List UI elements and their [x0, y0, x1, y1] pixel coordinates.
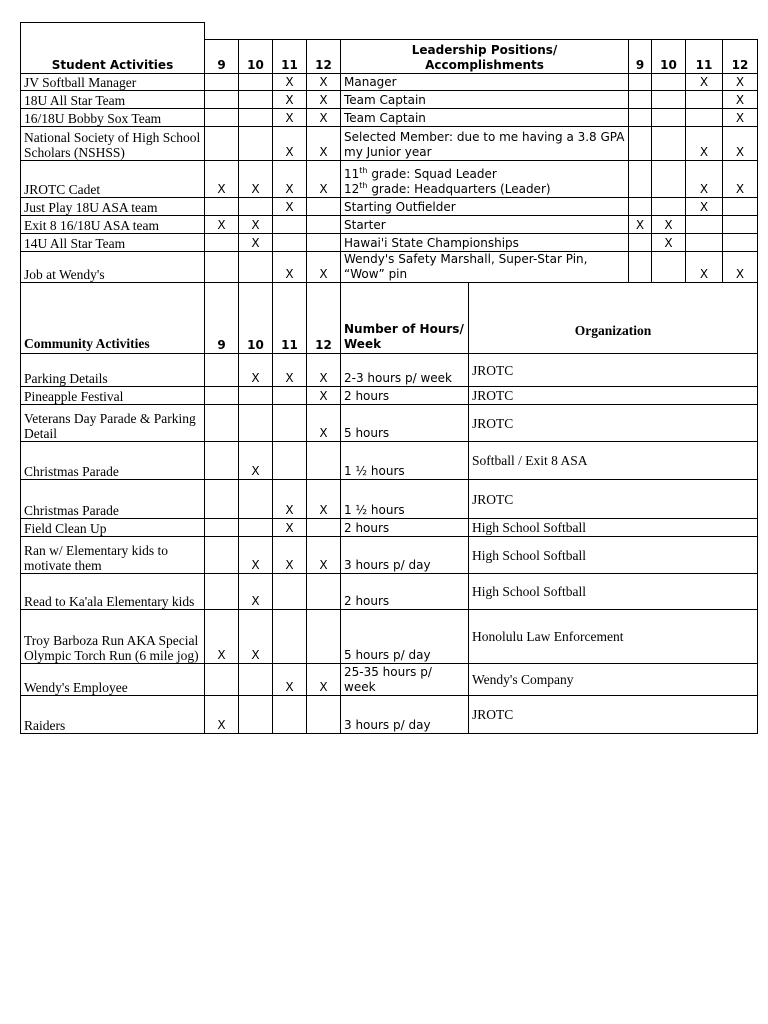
leadership-grade-mark-cell: X — [723, 127, 758, 161]
organization-cell: JROTC — [469, 387, 758, 405]
grade-mark-cell: X — [307, 354, 341, 387]
table-row — [21, 252, 758, 283]
leadership-grade-mark-cell: X — [686, 161, 723, 198]
leadership-grade-mark-cell — [686, 234, 723, 252]
grade-mark-cell: X — [273, 537, 307, 574]
grade-number: 12 — [344, 182, 360, 196]
grade-mark-cell — [307, 519, 341, 537]
community-activity-cell: Troy Barboza Run AKA Special Olympic Torch Run (6 mile jog) — [21, 610, 205, 664]
community-activities-header: Community Activities — [21, 283, 205, 354]
grade-mark-cell: X — [205, 161, 239, 198]
community-activity-cell: Pineapple Festival — [21, 387, 205, 405]
grade-mark-cell — [205, 405, 239, 442]
grade-mark-cell — [307, 610, 341, 664]
header-row — [21, 40, 758, 74]
leadership-grade-mark-cell — [629, 234, 652, 252]
leadership-grade-mark-cell: X — [723, 74, 758, 91]
community-grade-10-header: 10 — [239, 283, 273, 354]
table-row — [21, 405, 758, 442]
grade-mark-cell: X — [239, 354, 273, 387]
grade-mark-cell — [239, 252, 273, 283]
grade-mark-cell: X — [239, 574, 273, 610]
grade-mark-cell: X — [239, 161, 273, 198]
grade-mark-cell — [239, 664, 273, 696]
table-row — [21, 519, 758, 537]
grade-mark-cell — [239, 696, 273, 734]
grade-mark-cell: X — [239, 442, 273, 480]
grade-mark-cell: X — [307, 91, 341, 109]
leadership-grade-mark-cell — [723, 216, 758, 234]
activities-sheet — [20, 22, 757, 734]
grade-mark-cell: X — [205, 610, 239, 664]
grade-mark-cell: X — [205, 216, 239, 234]
community-activities-table — [20, 282, 758, 734]
spacer-cell — [205, 23, 758, 40]
grade-mark-cell: X — [239, 216, 273, 234]
organization-header: Organization — [469, 283, 758, 354]
student-activity-cell: JV Softball Manager — [21, 74, 205, 91]
leadership-grade-mark-cell: X — [686, 252, 723, 283]
table-row — [21, 696, 758, 734]
leadership-cell: Team Captain — [341, 109, 629, 127]
ordinal-suffix: th — [359, 166, 368, 175]
grade-mark-cell — [205, 537, 239, 574]
grade-mark-cell — [273, 234, 307, 252]
leadership-line-text: grade: Squad Leader — [367, 167, 497, 181]
table-row — [21, 354, 758, 387]
student-activity-cell: JROTC Cadet — [21, 161, 205, 198]
leadership-grade-mark-cell: X — [723, 161, 758, 198]
community-grade-12-header: 12 — [307, 283, 341, 354]
community-activity-cell: Field Clean Up — [21, 519, 205, 537]
organization-cell: JROTC — [469, 354, 758, 387]
grade-mark-cell — [239, 127, 273, 161]
organization-cell: Softball / Exit 8 ASA — [469, 442, 758, 480]
grade-mark-cell — [205, 91, 239, 109]
student-activity-cell: 16/18U Bobby Sox Team — [21, 109, 205, 127]
grade-mark-cell: X — [273, 252, 307, 283]
leadership-grade-mark-cell: X — [652, 234, 686, 252]
leadership-grade-mark-cell — [652, 252, 686, 283]
spacer-cell — [21, 23, 205, 40]
grade-mark-cell: X — [307, 109, 341, 127]
table-row — [21, 387, 758, 405]
leadership-cell: Selected Member: due to me having a 3.8 GPA my Junior year — [341, 127, 629, 161]
grade-mark-cell — [273, 574, 307, 610]
grade-11-header: 11 — [273, 40, 307, 74]
grade-mark-cell — [273, 405, 307, 442]
leadership-grade-mark-cell — [652, 161, 686, 198]
grade-mark-cell: X — [307, 161, 341, 198]
community-activities-body — [21, 354, 758, 734]
grade-mark-cell: X — [307, 405, 341, 442]
community-activity-cell: Read to Ka'ala Elementary kids — [21, 574, 205, 610]
organization-cell: JROTC — [469, 480, 758, 519]
leadership-cell: Hawai'i State Championships — [341, 234, 629, 252]
organization-cell: Wendy's Company — [469, 664, 758, 696]
leadership-line-text: grade: Headquarters (Leader) — [367, 182, 551, 196]
leadership-grade-mark-cell — [686, 109, 723, 127]
student-activity-cell: National Society of High School Scholars (NSHSS) — [21, 127, 205, 161]
grade-mark-cell: X — [307, 127, 341, 161]
hours-cell: 1 ½ hours — [341, 442, 469, 480]
grade-mark-cell: X — [273, 664, 307, 696]
leadership-grade-mark-cell: X — [652, 216, 686, 234]
grade-12-header: 12 — [307, 40, 341, 74]
grade-10-header: 10 — [239, 40, 273, 74]
table-row — [21, 234, 758, 252]
leadership-grade-mark-cell — [629, 127, 652, 161]
leadership-grade-mark-cell — [629, 74, 652, 91]
leadership-cell: Starting Outfielder — [341, 198, 629, 216]
grade-mark-cell: X — [273, 91, 307, 109]
leadership-grade-12-header: 12 — [723, 40, 758, 74]
grade-mark-cell — [205, 574, 239, 610]
student-activity-cell: Job at Wendy's — [21, 252, 205, 283]
grade-mark-cell — [307, 696, 341, 734]
leadership-line — [344, 167, 625, 182]
grade-mark-cell: X — [307, 537, 341, 574]
leadership-line — [344, 182, 625, 197]
community-activity-cell: Veterans Day Parade & Parking Detail — [21, 405, 205, 442]
table-row — [21, 161, 758, 198]
community-activity-cell: Raiders — [21, 696, 205, 734]
leadership-header: Leadership Positions/ Accomplishments — [341, 40, 629, 74]
grade-mark-cell: X — [273, 127, 307, 161]
leadership-grade-mark-cell — [652, 91, 686, 109]
organization-cell: Honolulu Law Enforcement — [469, 610, 758, 664]
grade-mark-cell — [239, 198, 273, 216]
leadership-grade-mark-cell — [629, 161, 652, 198]
student-activity-cell: 18U All Star Team — [21, 91, 205, 109]
ordinal-suffix: th — [359, 181, 368, 190]
grade-mark-cell: X — [239, 234, 273, 252]
grade-mark-cell — [239, 74, 273, 91]
community-grade-9-header: 9 — [205, 283, 239, 354]
grade-mark-cell — [239, 91, 273, 109]
grade-mark-cell: X — [307, 664, 341, 696]
grade-mark-cell — [205, 354, 239, 387]
grade-mark-cell: X — [307, 387, 341, 405]
community-activity-cell: Parking Details — [21, 354, 205, 387]
grade-mark-cell — [273, 387, 307, 405]
leadership-cell: Starter — [341, 216, 629, 234]
grade-mark-cell: X — [273, 354, 307, 387]
community-activity-cell: Christmas Parade — [21, 442, 205, 480]
leadership-grade-mark-cell — [629, 198, 652, 216]
grade-mark-cell — [307, 198, 341, 216]
leadership-grade-mark-cell: X — [686, 127, 723, 161]
hours-header: Number of Hours/ Week — [341, 283, 469, 354]
leadership-cell: Wendy's Safety Marshall, Super-Star Pin, “Wow” pin — [341, 252, 629, 283]
organization-cell: JROTC — [469, 696, 758, 734]
grade-mark-cell — [307, 442, 341, 480]
leadership-grade-10-header: 10 — [652, 40, 686, 74]
grade-mark-cell: X — [273, 161, 307, 198]
student-activity-cell: Exit 8 16/18U ASA team — [21, 216, 205, 234]
grade-mark-cell — [205, 109, 239, 127]
leadership-grade-mark-cell: X — [723, 91, 758, 109]
grade-mark-cell — [273, 442, 307, 480]
student-activities-body — [21, 74, 758, 283]
table-row — [21, 537, 758, 574]
hours-cell: 2-3 hours p/ week — [341, 354, 469, 387]
grade-mark-cell: X — [273, 198, 307, 216]
leadership-grade-mark-cell: X — [686, 74, 723, 91]
leadership-grade-11-header: 11 — [686, 40, 723, 74]
grade-mark-cell — [205, 442, 239, 480]
leadership-grade-mark-cell — [652, 74, 686, 91]
leadership-cell — [341, 161, 629, 198]
community-grade-11-header: 11 — [273, 283, 307, 354]
grade-mark-cell — [307, 234, 341, 252]
grade-mark-cell — [239, 405, 273, 442]
grade-mark-cell — [273, 610, 307, 664]
table-row — [21, 109, 758, 127]
hours-cell: 3 hours p/ day — [341, 696, 469, 734]
leadership-grade-mark-cell: X — [686, 198, 723, 216]
grade-9-header: 9 — [205, 40, 239, 74]
leadership-grade-mark-cell: X — [723, 109, 758, 127]
hours-cell: 2 hours — [341, 519, 469, 537]
grade-mark-cell — [273, 216, 307, 234]
grade-mark-cell: X — [205, 696, 239, 734]
grade-mark-cell — [239, 519, 273, 537]
student-activity-cell: Just Play 18U ASA team — [21, 198, 205, 216]
organization-cell: JROTC — [469, 405, 758, 442]
leadership-grade-mark-cell — [652, 198, 686, 216]
grade-mark-cell — [239, 387, 273, 405]
community-activity-cell: Christmas Parade — [21, 480, 205, 519]
leadership-cell: Manager — [341, 74, 629, 91]
table-row — [21, 442, 758, 480]
grade-mark-cell — [205, 198, 239, 216]
grade-mark-cell — [273, 696, 307, 734]
student-activity-cell: 14U All Star Team — [21, 234, 205, 252]
table-row — [21, 610, 758, 664]
table-row — [21, 664, 758, 696]
grade-mark-cell — [205, 480, 239, 519]
grade-mark-cell — [205, 252, 239, 283]
community-activity-cell: Ran w/ Elementary kids to motivate them — [21, 537, 205, 574]
hours-cell: 3 hours p/ day — [341, 537, 469, 574]
grade-mark-cell — [205, 74, 239, 91]
table-row — [21, 74, 758, 91]
hours-cell: 2 hours — [341, 387, 469, 405]
leadership-grade-mark-cell: X — [723, 252, 758, 283]
leadership-grade-mark-cell — [723, 198, 758, 216]
grade-mark-cell: X — [273, 480, 307, 519]
hours-cell: 5 hours — [341, 405, 469, 442]
leadership-grade-9-header: 9 — [629, 40, 652, 74]
grade-mark-cell: X — [239, 610, 273, 664]
leadership-grade-mark-cell — [723, 234, 758, 252]
table-row — [21, 216, 758, 234]
grade-mark-cell: X — [307, 252, 341, 283]
hours-cell: 1 ½ hours — [341, 480, 469, 519]
grade-mark-cell — [307, 216, 341, 234]
grade-mark-cell — [239, 109, 273, 127]
table-row — [21, 127, 758, 161]
table-row — [21, 198, 758, 216]
student-activities-table — [20, 22, 758, 283]
grade-mark-cell: X — [273, 74, 307, 91]
leadership-grade-mark-cell — [686, 216, 723, 234]
leadership-grade-mark-cell: X — [629, 216, 652, 234]
leadership-cell: Team Captain — [341, 91, 629, 109]
leadership-grade-mark-cell — [629, 252, 652, 283]
table-row — [21, 480, 758, 519]
grade-mark-cell: X — [307, 74, 341, 91]
grade-mark-cell: X — [273, 109, 307, 127]
grade-mark-cell: X — [239, 537, 273, 574]
leadership-grade-mark-cell — [652, 127, 686, 161]
grade-mark-cell — [205, 234, 239, 252]
organization-cell: High School Softball — [469, 574, 758, 610]
table-title-spacer-row — [21, 23, 758, 40]
table-row — [21, 91, 758, 109]
leadership-grade-mark-cell — [686, 91, 723, 109]
hours-cell: 2 hours — [341, 574, 469, 610]
grade-mark-cell — [205, 387, 239, 405]
community-activity-cell: Wendy's Employee — [21, 664, 205, 696]
organization-cell: High School Softball — [469, 537, 758, 574]
grade-mark-cell — [239, 480, 273, 519]
grade-mark-cell — [205, 664, 239, 696]
grade-mark-cell — [307, 574, 341, 610]
grade-mark-cell: X — [273, 519, 307, 537]
student-activities-header: Student Activities — [21, 40, 205, 74]
grade-mark-cell — [205, 127, 239, 161]
table-row — [21, 574, 758, 610]
leadership-grade-mark-cell — [629, 109, 652, 127]
hours-cell: 25-35 hours p/ week — [341, 664, 469, 696]
grade-mark-cell: X — [307, 480, 341, 519]
grade-mark-cell — [205, 519, 239, 537]
leadership-grade-mark-cell — [652, 109, 686, 127]
organization-cell: High School Softball — [469, 519, 758, 537]
hours-cell: 5 hours p/ day — [341, 610, 469, 664]
grade-number: 11 — [344, 167, 360, 181]
leadership-grade-mark-cell — [629, 91, 652, 109]
community-header-row — [21, 283, 758, 354]
